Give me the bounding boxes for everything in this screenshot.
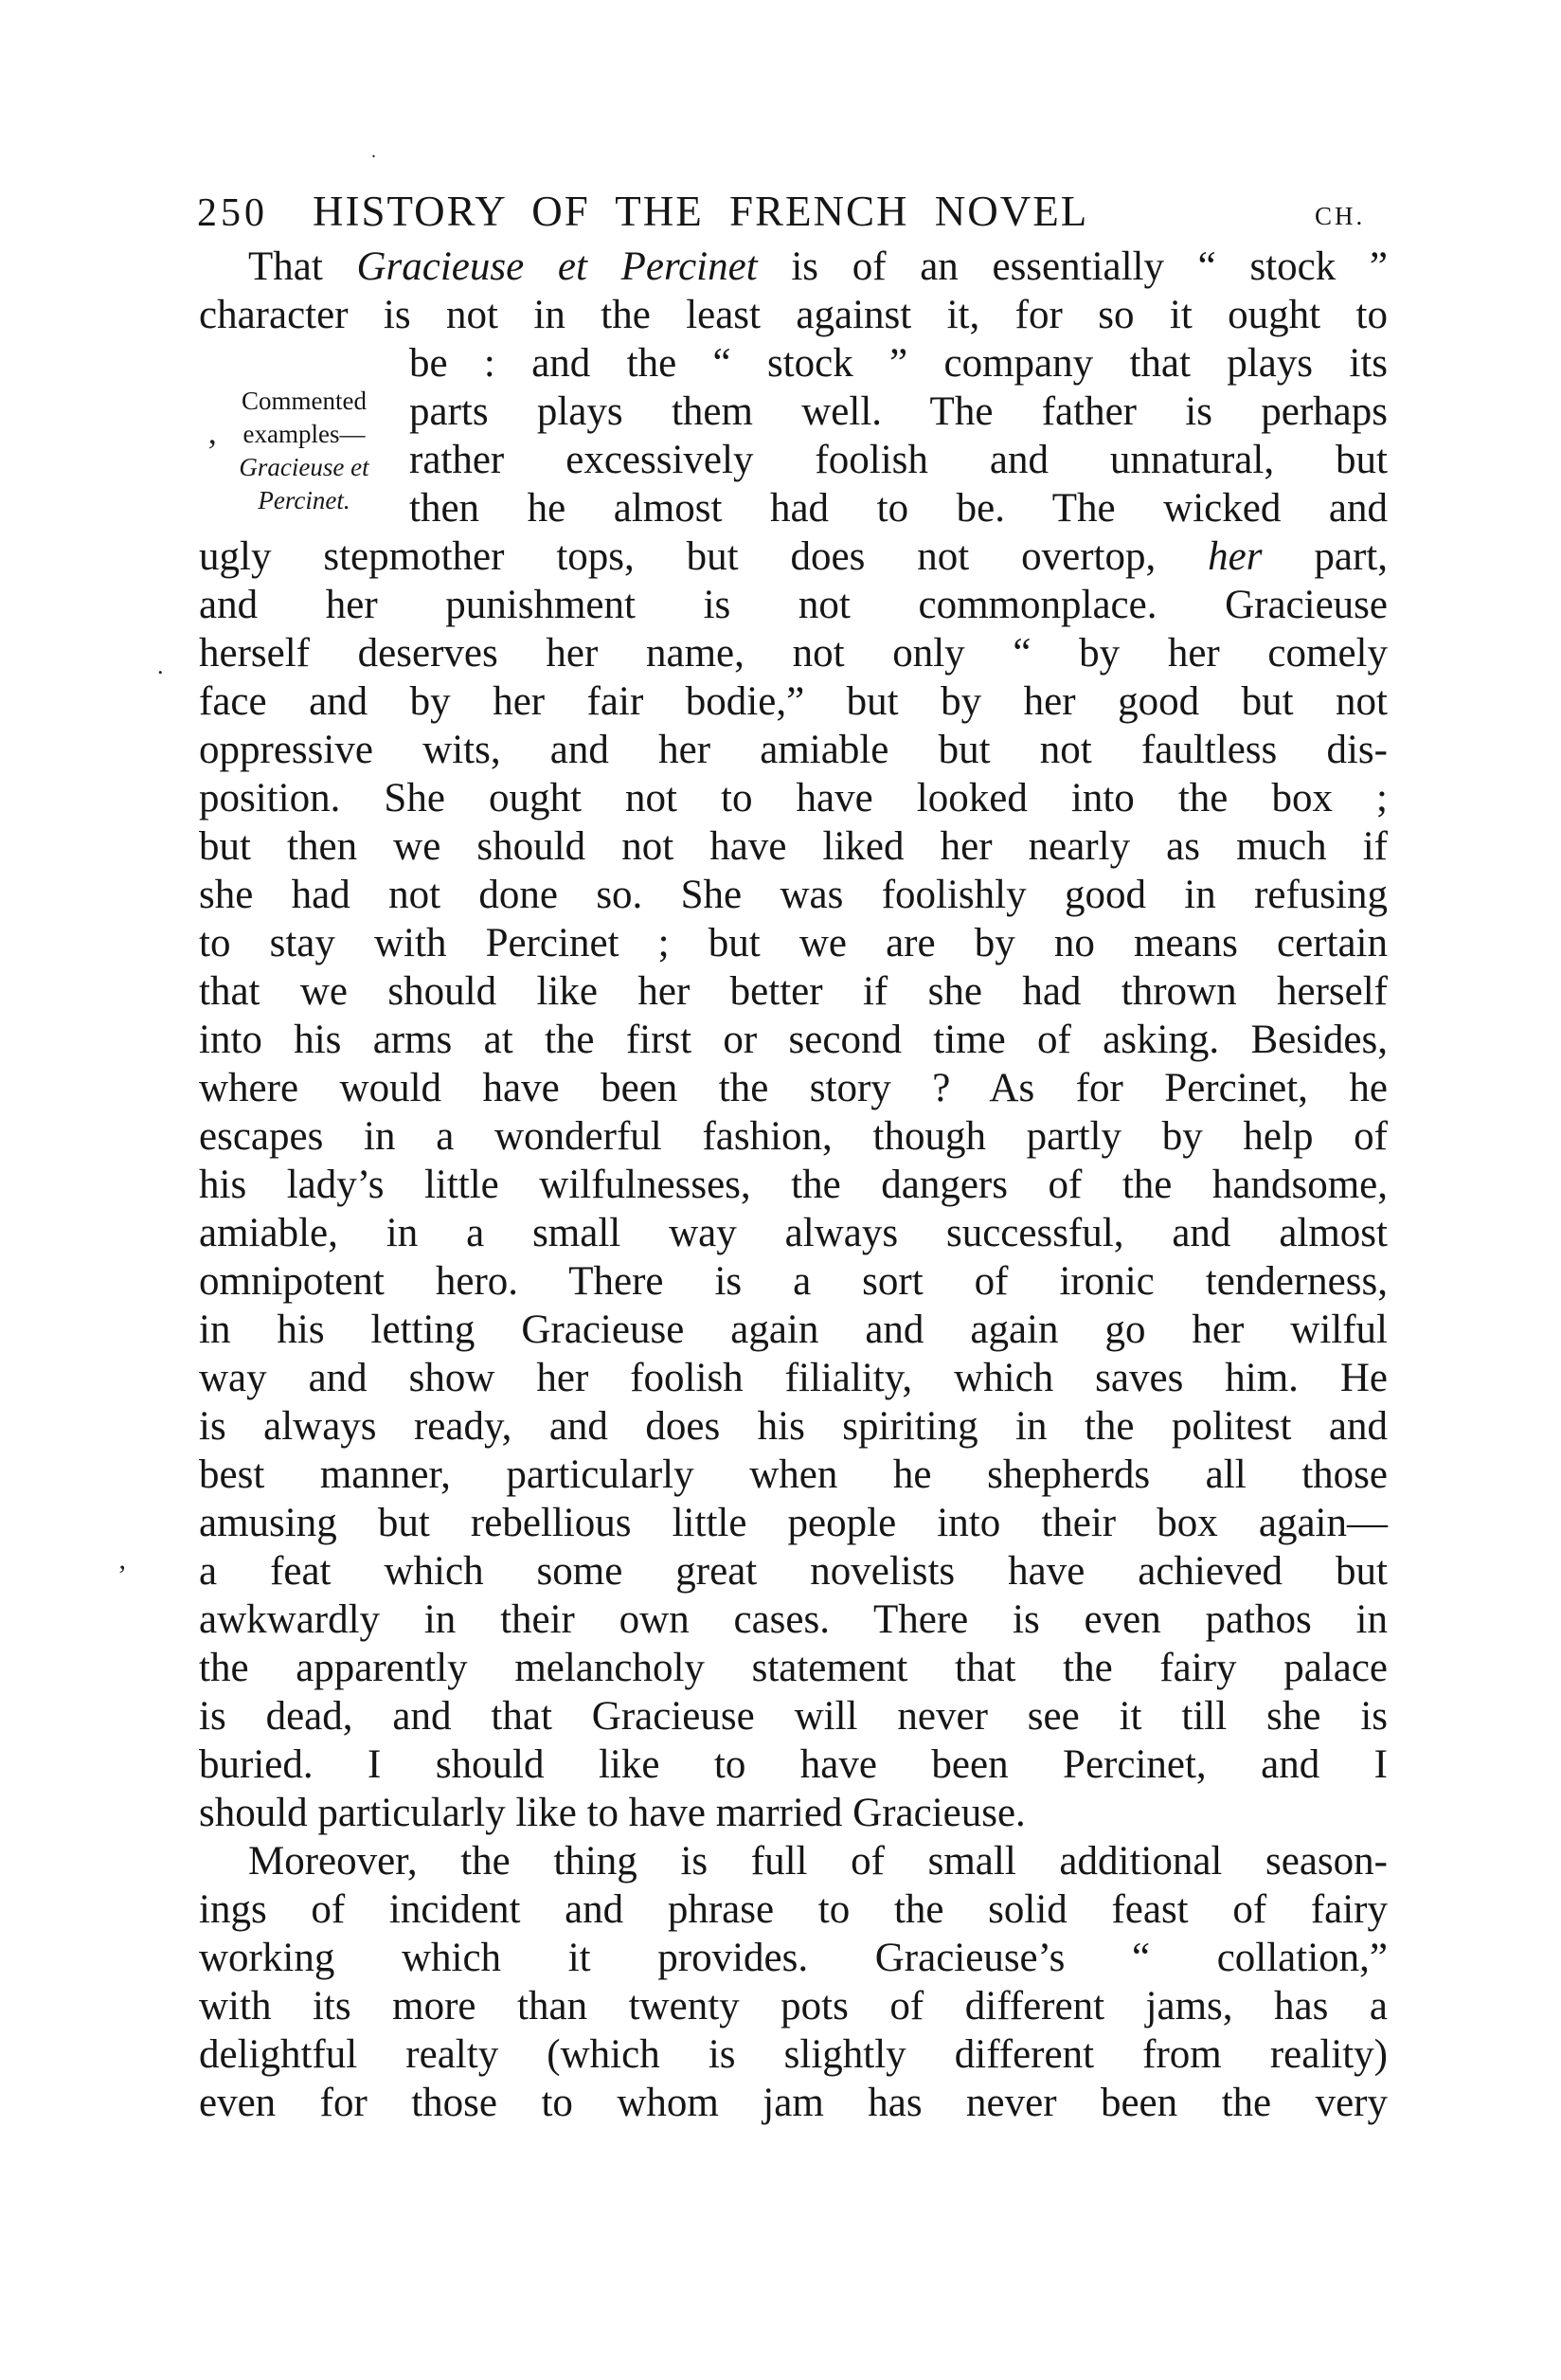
running-title: HISTORY OF THE FRENCH NOVEL (313, 188, 1089, 235)
text-line: delightful realty (which is slightly different from reality) (199, 2032, 1388, 2077)
text-line: face and by her fair bodie,” but by her good but not (199, 679, 1388, 724)
text-line: where would have been the story ? As for Percinet, he (199, 1066, 1388, 1110)
scan-artifact: ’ (117, 1560, 127, 1591)
text-line: be : and the “ stock ” company that plays its (409, 341, 1388, 386)
page-number: 250 (197, 191, 268, 235)
text-line: escapes in a wonderful fashion, though partly by help of (199, 1114, 1388, 1159)
text-line: to stay with Percinet ; but we are by no means certain (199, 921, 1388, 965)
text-line: Moreover, the thing is full of small additional season- (248, 1839, 1388, 1884)
sidenote (199, 339, 409, 532)
text-line: amusing but rebellious little people into their box again— (199, 1501, 1388, 1545)
text-line: way and show her foolish filiality, which saves him. He (199, 1356, 1388, 1400)
text-line: and her punishment is not commonplace. Gracieuse (199, 583, 1388, 627)
text-line: should particularly like to have married Gracieuse. (199, 1791, 1026, 1835)
scan-artifact: ’ (206, 432, 218, 470)
paragraph-1-rest (199, 532, 1388, 1837)
text-line: is always ready, and does his spiriting in the politest and (199, 1404, 1388, 1449)
text-line: is dead, and that Gracieuse will never see it till she is (199, 1694, 1388, 1739)
text-line: ugly stepmother tops, but does not overtop, her part, (199, 534, 1388, 579)
text-line: into his arms at the first or second time of asking. Besides, (199, 1018, 1388, 1062)
paragraph-2 (199, 1837, 1388, 2127)
text-line: herself deserves her name, not only “ by her comely (199, 631, 1388, 676)
paragraph-1-beside-note (409, 339, 1388, 532)
text-line: character is not in the least against it, for so it ought to (199, 293, 1388, 337)
text-line: That Gracieuse et Percinet is of an essentially “ stock ” (248, 244, 1388, 289)
text-line: rather excessively foolish and unnatural, but (409, 438, 1388, 482)
text-line: Percinet. (258, 486, 350, 514)
text-line: buried. I should like to have been Percinet, and I (199, 1742, 1388, 1787)
text-block (199, 243, 1388, 2127)
paragraph-1-top (199, 243, 1388, 339)
text-line: but then we should not have liked her nearly as much if (199, 824, 1388, 869)
text-line: amiable, in a small way always successful, and almost (199, 1211, 1388, 1255)
text-line: Gracieuse et (239, 453, 369, 481)
text-line: parts plays them well. The father is perhaps (409, 389, 1388, 434)
text-line: even for those to whom jam has never been the very (199, 2081, 1388, 2125)
chapter-marker: CH. (1315, 202, 1366, 230)
scan-artifact: . (157, 652, 164, 679)
text-line: then he almost had to be. The wicked and (409, 486, 1388, 531)
text-line: the apparently melancholy statement that the fairy palace (199, 1646, 1388, 1690)
page-header (0, 184, 1561, 233)
text-line: that we should like her better if she had thrown herself (199, 969, 1388, 1014)
text-line: ings of incident and phrase to the solid feast of fairy (199, 1887, 1388, 1932)
text-line: awkwardly in their own cases. There is even pathos in (199, 1597, 1388, 1642)
text-line: with its more than twenty pots of different jams, has a (199, 1984, 1388, 2028)
cutin-row (199, 339, 1388, 532)
text-line: oppressive wits, and her amiable but not faultless dis- (199, 728, 1388, 772)
text-line: working which it provides. Gracieuse’s “ collation,” (199, 1936, 1388, 1980)
text-line: she had not done so. She was foolishly good in refusing (199, 873, 1388, 917)
scan-artifact: . (371, 141, 376, 162)
text-line: omnipotent hero. There is a sort of ironic tenderness, (199, 1259, 1388, 1304)
text-line: best manner, particularly when he shepherds all those (199, 1452, 1388, 1497)
text-line: examples— (242, 420, 366, 448)
text-line: his lady’s little wilfulnesses, the dangers of the handsome, (199, 1163, 1388, 1207)
text-line: position. She ought not to have looked into the box ; (199, 776, 1388, 820)
text-line: in his letting Gracieuse again and again go her wilful (199, 1307, 1388, 1352)
text-line: a feat which some great novelists have achieved but (199, 1549, 1388, 1594)
text-line: Commented (242, 387, 367, 415)
